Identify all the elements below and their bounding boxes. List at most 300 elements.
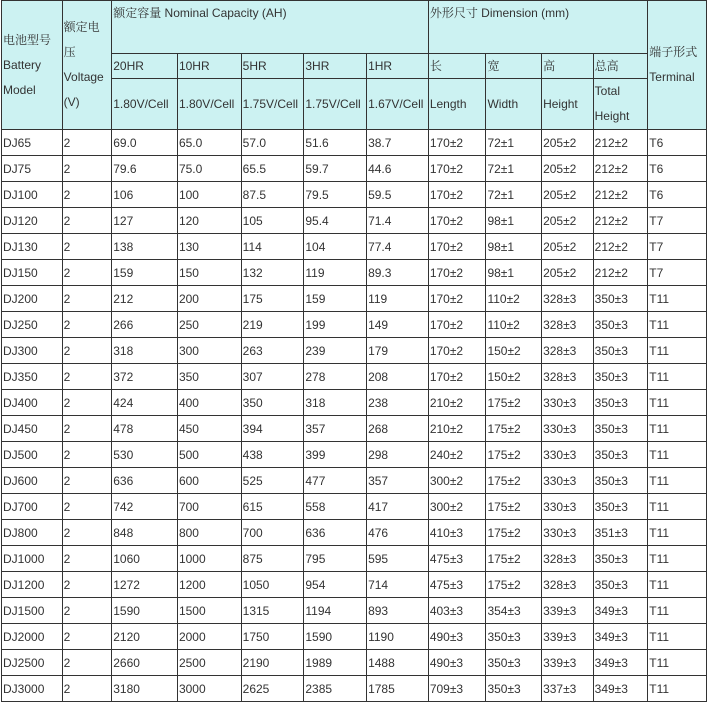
cell-cap-5hr: 875 [241,546,304,572]
cell-cap-3hr: 199 [304,312,367,338]
cell-terminal: T11 [648,572,707,598]
cell-length: 403±3 [428,598,486,624]
cell-cap-10hr: 400 [177,390,241,416]
header-dim-en: Length [428,79,486,130]
cell-cap-5hr: 263 [241,338,304,364]
header-dim: 高 [542,54,594,79]
cell-width: 72±1 [486,130,542,156]
cell-model: DJ600 [2,468,63,494]
cell-total-height: 212±2 [593,156,648,182]
table-row [2,416,707,442]
cell-terminal: T7 [648,260,707,286]
cell-cap-3hr: 477 [304,468,367,494]
cell-model: DJ2000 [2,624,63,650]
cell-model: DJ250 [2,312,63,338]
cell-model: DJ100 [2,182,63,208]
cell-cap-5hr: 87.5 [241,182,304,208]
cell-cap-20hr: 266 [112,312,178,338]
cell-cap-1hr: 179 [367,338,429,364]
cell-cap-3hr: 104 [304,234,367,260]
cell-cap-1hr: 149 [367,312,429,338]
header-rate: 5HR [241,54,304,79]
cell-length: 490±3 [428,650,486,676]
cell-cap-3hr: 1590 [304,624,367,650]
cell-height: 339±3 [542,624,594,650]
cell-total-height: 350±3 [593,468,648,494]
cell-cap-5hr: 57.0 [241,130,304,156]
cell-width: 150±2 [486,338,542,364]
cell-width: 175±2 [486,468,542,494]
cell-cap-1hr: 208 [367,364,429,390]
cell-length: 210±2 [428,416,486,442]
cell-cap-20hr: 372 [112,364,178,390]
cell-length: 240±2 [428,442,486,468]
cell-cap-1hr: 893 [367,598,429,624]
cell-cap-20hr: 2120 [112,624,178,650]
cell-cap-1hr: 268 [367,416,429,442]
cell-height: 330±3 [542,468,594,494]
cell-height: 205±2 [542,208,594,234]
cell-model: DJ1000 [2,546,63,572]
cell-cap-10hr: 250 [177,312,241,338]
cell-length: 475±3 [428,572,486,598]
table-row [2,494,707,520]
table-row [2,650,707,676]
cell-cap-20hr: 159 [112,260,178,286]
cell-cap-3hr: 399 [304,442,367,468]
cell-height: 328±3 [542,572,594,598]
cell-voltage: 2 [62,676,112,702]
cell-total-height: 349±3 [593,676,648,702]
cell-cap-1hr: 1190 [367,624,429,650]
cell-model: DJ2500 [2,650,63,676]
cell-cap-20hr: 318 [112,338,178,364]
cell-cap-1hr: 298 [367,442,429,468]
cell-total-height: 212±2 [593,234,648,260]
table-row [2,182,707,208]
cell-terminal: T11 [648,624,707,650]
cell-terminal: T11 [648,468,707,494]
cell-total-height: 351±3 [593,520,648,546]
cell-voltage: 2 [62,598,112,624]
cell-length: 300±2 [428,468,486,494]
cell-total-height: 350±3 [593,494,648,520]
cell-width: 98±1 [486,208,542,234]
cell-height: 205±2 [542,130,594,156]
table-row [2,598,707,624]
cell-cap-5hr: 307 [241,364,304,390]
cell-cap-10hr: 100 [177,182,241,208]
cell-cap-20hr: 138 [112,234,178,260]
cell-width: 350±3 [486,624,542,650]
cell-cap-1hr: 38.7 [367,130,429,156]
cell-length: 210±2 [428,390,486,416]
cell-height: 328±3 [542,338,594,364]
cell-cap-3hr: 2385 [304,676,367,702]
cell-width: 175±2 [486,494,542,520]
cell-height: 330±3 [542,494,594,520]
cell-cap-10hr: 700 [177,494,241,520]
cell-cap-1hr: 1785 [367,676,429,702]
cell-voltage: 2 [62,130,112,156]
header-dim: 宽 [486,54,542,79]
header-dim: 总高 [593,54,648,79]
cell-cap-1hr: 238 [367,390,429,416]
header-model: 电池型号 Battery Model [2,1,63,130]
cell-total-height: 350±3 [593,546,648,572]
cell-cap-20hr: 1590 [112,598,178,624]
cell-cap-10hr: 350 [177,364,241,390]
cell-cap-3hr: 59.7 [304,156,367,182]
cell-terminal: T6 [648,182,707,208]
cell-terminal: T6 [648,130,707,156]
cell-cap-5hr: 2625 [241,676,304,702]
cell-width: 150±2 [486,364,542,390]
cell-voltage: 2 [62,494,112,520]
cell-total-height: 350±3 [593,312,648,338]
cell-voltage: 2 [62,234,112,260]
cell-terminal: T11 [648,390,707,416]
cell-cap-20hr: 424 [112,390,178,416]
cell-length: 300±2 [428,494,486,520]
cell-width: 175±2 [486,416,542,442]
cell-terminal: T7 [648,208,707,234]
cell-length: 170±2 [428,182,486,208]
table-row [2,208,707,234]
cell-model: DJ3000 [2,676,63,702]
cell-cap-3hr: 239 [304,338,367,364]
cell-model: DJ800 [2,520,63,546]
cell-total-height: 349±3 [593,624,648,650]
cell-cap-5hr: 394 [241,416,304,442]
cell-voltage: 2 [62,312,112,338]
cell-total-height: 212±2 [593,208,648,234]
cell-height: 330±3 [542,520,594,546]
cell-voltage: 2 [62,260,112,286]
cell-total-height: 212±2 [593,130,648,156]
cell-length: 170±2 [428,286,486,312]
cell-cap-5hr: 350 [241,390,304,416]
table-row [2,546,707,572]
cell-length: 170±2 [428,208,486,234]
cell-cap-5hr: 2190 [241,650,304,676]
cell-length: 170±2 [428,364,486,390]
cell-total-height: 349±3 [593,598,648,624]
cell-cap-5hr: 132 [241,260,304,286]
cell-voltage: 2 [62,468,112,494]
cell-length: 170±2 [428,130,486,156]
table-row [2,286,707,312]
header-rate: 10HR [177,54,241,79]
header-terminal: 端子形式 Terminal [648,1,707,130]
cell-cap-20hr: 106 [112,182,178,208]
cell-cap-5hr: 175 [241,286,304,312]
cell-cap-20hr: 636 [112,468,178,494]
header-cell-voltage: 1.80V/Cell [112,79,178,130]
cell-cap-1hr: 89.3 [367,260,429,286]
header-cell-voltage: 1.75V/Cell [241,79,304,130]
cell-cap-20hr: 742 [112,494,178,520]
cell-terminal: T11 [648,676,707,702]
header-dim-en: Height [542,79,594,130]
table-row [2,312,707,338]
cell-model: DJ350 [2,364,63,390]
cell-terminal: T11 [648,286,707,312]
cell-model: DJ1200 [2,572,63,598]
cell-cap-3hr: 795 [304,546,367,572]
cell-cap-5hr: 219 [241,312,304,338]
cell-height: 328±3 [542,364,594,390]
cell-total-height: 350±3 [593,390,648,416]
cell-terminal: T11 [648,312,707,338]
cell-terminal: T11 [648,650,707,676]
cell-cap-5hr: 1315 [241,598,304,624]
cell-length: 490±3 [428,624,486,650]
cell-terminal: T6 [648,156,707,182]
cell-voltage: 2 [62,182,112,208]
header-rate: 3HR [304,54,367,79]
table-body [2,130,707,702]
cell-width: 175±2 [486,546,542,572]
table-row [2,572,707,598]
cell-cap-1hr: 59.5 [367,182,429,208]
table-row [2,156,707,182]
cell-length: 709±3 [428,676,486,702]
cell-cap-1hr: 476 [367,520,429,546]
cell-cap-20hr: 79.6 [112,156,178,182]
cell-cap-3hr: 51.6 [304,130,367,156]
cell-voltage: 2 [62,650,112,676]
cell-model: DJ200 [2,286,63,312]
cell-cap-20hr: 3180 [112,676,178,702]
table-row [2,338,707,364]
cell-cap-10hr: 600 [177,468,241,494]
cell-width: 98±1 [486,260,542,286]
cell-width: 350±3 [486,650,542,676]
cell-terminal: T11 [648,364,707,390]
cell-model: DJ300 [2,338,63,364]
cell-terminal: T11 [648,546,707,572]
cell-cap-3hr: 95.4 [304,208,367,234]
header-dim-en: Width [486,79,542,130]
cell-cap-20hr: 69.0 [112,130,178,156]
cell-voltage: 2 [62,156,112,182]
cell-height: 337±3 [542,676,594,702]
cell-width: 175±2 [486,442,542,468]
cell-cap-1hr: 71.4 [367,208,429,234]
cell-height: 330±3 [542,416,594,442]
cell-terminal: T11 [648,338,707,364]
header-cell-voltage: 1.67V/Cell [367,79,429,130]
cell-cap-10hr: 800 [177,520,241,546]
cell-cap-1hr: 357 [367,468,429,494]
cell-cap-10hr: 3000 [177,676,241,702]
cell-model: DJ150 [2,260,63,286]
header-dim-en: Total Height [593,79,648,130]
cell-height: 328±3 [542,312,594,338]
cell-length: 170±2 [428,156,486,182]
cell-cap-20hr: 1272 [112,572,178,598]
cell-cap-1hr: 417 [367,494,429,520]
cell-terminal: T11 [648,520,707,546]
cell-model: DJ130 [2,234,63,260]
table-row [2,260,707,286]
cell-terminal: T11 [648,598,707,624]
cell-cap-5hr: 114 [241,234,304,260]
cell-width: 110±2 [486,312,542,338]
cell-cap-1hr: 119 [367,286,429,312]
cell-cap-20hr: 478 [112,416,178,442]
cell-cap-3hr: 79.5 [304,182,367,208]
cell-height: 205±2 [542,182,594,208]
battery-spec-table [1,0,707,702]
cell-cap-10hr: 130 [177,234,241,260]
cell-cap-10hr: 150 [177,260,241,286]
header-dimension: 外形尺寸 Dimension (mm) [428,1,647,54]
table-row [2,468,707,494]
cell-cap-1hr: 714 [367,572,429,598]
cell-cap-20hr: 530 [112,442,178,468]
cell-total-height: 350±3 [593,572,648,598]
cell-cap-1hr: 44.6 [367,156,429,182]
cell-height: 205±2 [542,234,594,260]
cell-voltage: 2 [62,442,112,468]
cell-cap-20hr: 212 [112,286,178,312]
header-voltage: 额定电压 Voltage (V) [62,1,112,130]
cell-voltage: 2 [62,546,112,572]
cell-voltage: 2 [62,338,112,364]
cell-total-height: 350±3 [593,416,648,442]
cell-cap-3hr: 636 [304,520,367,546]
cell-total-height: 212±2 [593,182,648,208]
cell-cap-20hr: 848 [112,520,178,546]
cell-cap-5hr: 65.5 [241,156,304,182]
cell-height: 205±2 [542,156,594,182]
cell-total-height: 350±3 [593,364,648,390]
cell-length: 410±3 [428,520,486,546]
cell-length: 475±3 [428,546,486,572]
cell-cap-3hr: 1194 [304,598,367,624]
cell-cap-5hr: 700 [241,520,304,546]
cell-voltage: 2 [62,416,112,442]
cell-length: 170±2 [428,234,486,260]
cell-cap-20hr: 2660 [112,650,178,676]
cell-cap-10hr: 300 [177,338,241,364]
cell-cap-10hr: 1000 [177,546,241,572]
header-cell-voltage: 1.80V/Cell [177,79,241,130]
cell-cap-5hr: 105 [241,208,304,234]
table-row [2,130,707,156]
cell-voltage: 2 [62,390,112,416]
cell-height: 330±3 [542,442,594,468]
header-capacity: 额定容量 Nominal Capacity (AH) [112,1,429,54]
cell-cap-3hr: 357 [304,416,367,442]
cell-total-height: 350±3 [593,286,648,312]
cell-width: 354±3 [486,598,542,624]
cell-model: DJ700 [2,494,63,520]
cell-cap-3hr: 558 [304,494,367,520]
cell-model: DJ500 [2,442,63,468]
cell-height: 205±2 [542,260,594,286]
cell-width: 110±2 [486,286,542,312]
header-cell-voltage: 1.75V/Cell [304,79,367,130]
cell-cap-10hr: 200 [177,286,241,312]
cell-height: 339±3 [542,598,594,624]
table-row [2,234,707,260]
cell-cap-3hr: 1989 [304,650,367,676]
header-rate: 20HR [112,54,178,79]
cell-width: 98±1 [486,234,542,260]
table-row [2,676,707,702]
cell-width: 350±3 [486,676,542,702]
table-row [2,364,707,390]
cell-voltage: 2 [62,286,112,312]
header-rate: 1HR [367,54,429,79]
cell-cap-10hr: 1200 [177,572,241,598]
table-row [2,390,707,416]
cell-voltage: 2 [62,364,112,390]
cell-total-height: 212±2 [593,260,648,286]
cell-model: DJ65 [2,130,63,156]
table-row [2,624,707,650]
cell-total-height: 350±3 [593,442,648,468]
cell-voltage: 2 [62,520,112,546]
cell-height: 328±3 [542,546,594,572]
cell-length: 170±2 [428,338,486,364]
cell-cap-3hr: 318 [304,390,367,416]
table-row [2,442,707,468]
cell-width: 175±2 [486,572,542,598]
cell-cap-20hr: 1060 [112,546,178,572]
cell-cap-5hr: 525 [241,468,304,494]
cell-model: DJ75 [2,156,63,182]
cell-cap-10hr: 2000 [177,624,241,650]
cell-width: 175±2 [486,520,542,546]
cell-voltage: 2 [62,208,112,234]
cell-terminal: T11 [648,442,707,468]
cell-cap-10hr: 120 [177,208,241,234]
cell-height: 339±3 [542,650,594,676]
cell-total-height: 350±3 [593,338,648,364]
cell-cap-10hr: 2500 [177,650,241,676]
cell-cap-5hr: 615 [241,494,304,520]
cell-width: 175±2 [486,390,542,416]
cell-model: DJ1500 [2,598,63,624]
cell-height: 328±3 [542,286,594,312]
cell-voltage: 2 [62,572,112,598]
cell-cap-1hr: 595 [367,546,429,572]
cell-cap-3hr: 159 [304,286,367,312]
cell-cap-3hr: 119 [304,260,367,286]
header-dim: 长 [428,54,486,79]
cell-model: DJ120 [2,208,63,234]
cell-height: 330±3 [542,390,594,416]
cell-cap-5hr: 1050 [241,572,304,598]
cell-cap-10hr: 1500 [177,598,241,624]
cell-cap-3hr: 954 [304,572,367,598]
cell-cap-3hr: 278 [304,364,367,390]
cell-model: DJ450 [2,416,63,442]
cell-voltage: 2 [62,624,112,650]
header-row [2,1,707,54]
cell-total-height: 349±3 [593,650,648,676]
cell-cap-10hr: 450 [177,416,241,442]
table-row [2,520,707,546]
cell-cap-20hr: 127 [112,208,178,234]
cell-terminal: T11 [648,416,707,442]
cell-cap-5hr: 1750 [241,624,304,650]
cell-cap-10hr: 75.0 [177,156,241,182]
